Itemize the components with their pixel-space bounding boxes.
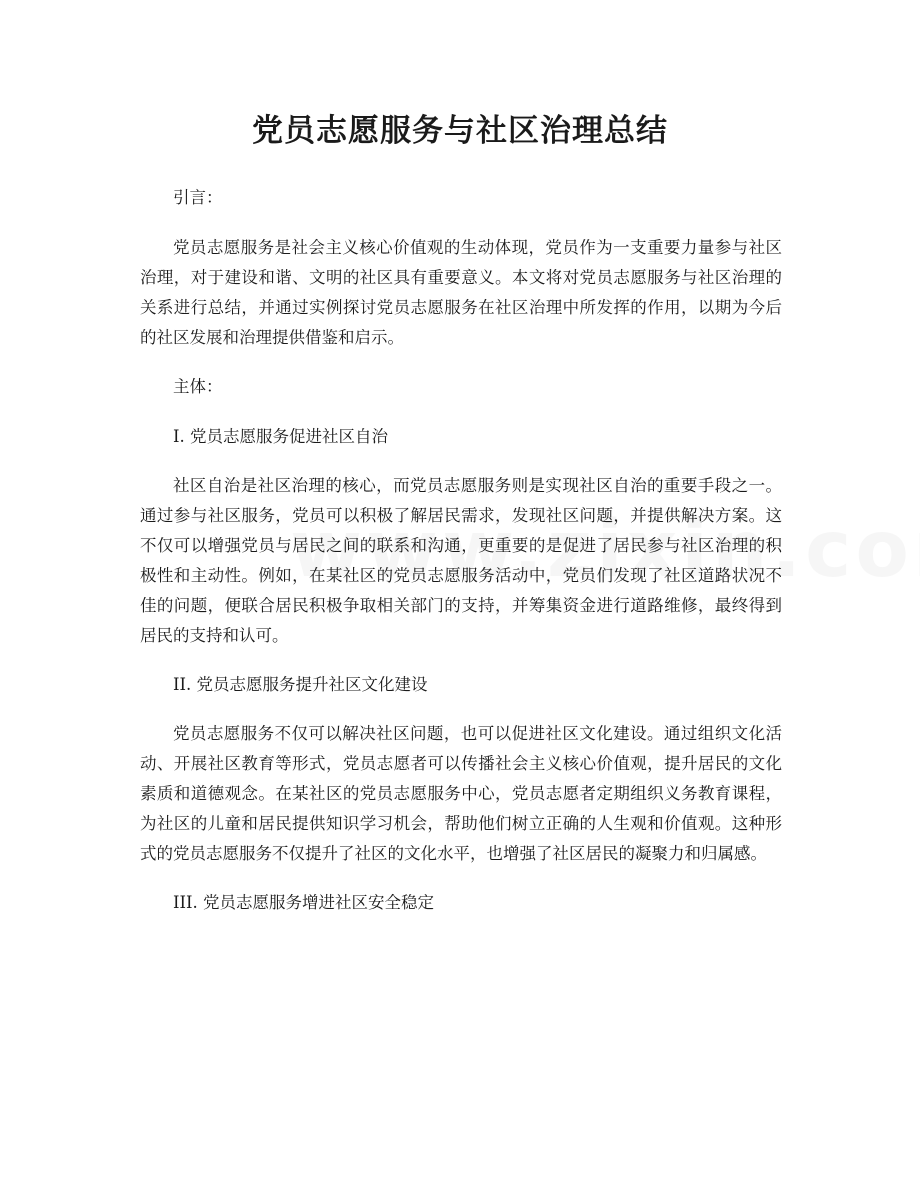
intro-label: 引言： bbox=[173, 188, 223, 207]
intro-paragraph: 党员志愿服务是社会主义核心价值观的生动体现，党员作为一支重要力量参与社区治理，对于建设和谐、文明的社区具有重要意义。本文将对党员志愿服务与社区治理的关系进行总结，并通过实例探讨党员志愿服务在社区治理中所发挥的作用，以期为今后的社区发展和治理提供借鉴和启示。 bbox=[140, 238, 782, 347]
document-title: 党员志愿服务与社区治理总结 bbox=[252, 113, 668, 149]
section-paragraph-2: 党员志愿服务不仅可以解决社区问题，也可以促进社区文化建设。通过组织文化活动、开展社区教育等形式，党员志愿者可以传播社会主义核心价值观，提升居民的文化素质和道德观念。在某社区的党员志愿服务中心，党员志愿者定期组织义务教育课程，为社区的儿童和居民提供知识学习机会，帮助他们树立正确的人生观和价值观。这种形式的党员志愿服务不仅提升了社区的文化水平，也增强了社区居民的凝聚力和归属感。 bbox=[140, 724, 782, 863]
document-body bbox=[140, 183, 782, 937]
section-heading-1: I. 党员志愿服务促进社区自治 bbox=[173, 427, 389, 446]
body-label: 主体： bbox=[173, 377, 223, 396]
section-heading-3: III. 党员志愿服务增进社区安全稳定 bbox=[173, 893, 435, 912]
section-paragraph-1: 社区自治是社区治理的核心，而党员志愿服务则是实现社区自治的重要手段之一。通过参与社区服务，党员可以积极了解居民需求，发现社区问题，并提供解决方案。这不仅可以增强党员与居民之间的联系和沟通，更重要的是促进了居民参与社区治理的积极性和主动性。例如，在某社区的党员志愿服务活动中，党员们发现了社区道路状况不佳的问题，便联合居民积极争取相关部门的支持，并筹集资金进行道路维修，最终得到居民的支持和认可。 bbox=[140, 476, 782, 645]
section-heading-2: II. 党员志愿服务提升社区文化建设 bbox=[173, 675, 428, 694]
